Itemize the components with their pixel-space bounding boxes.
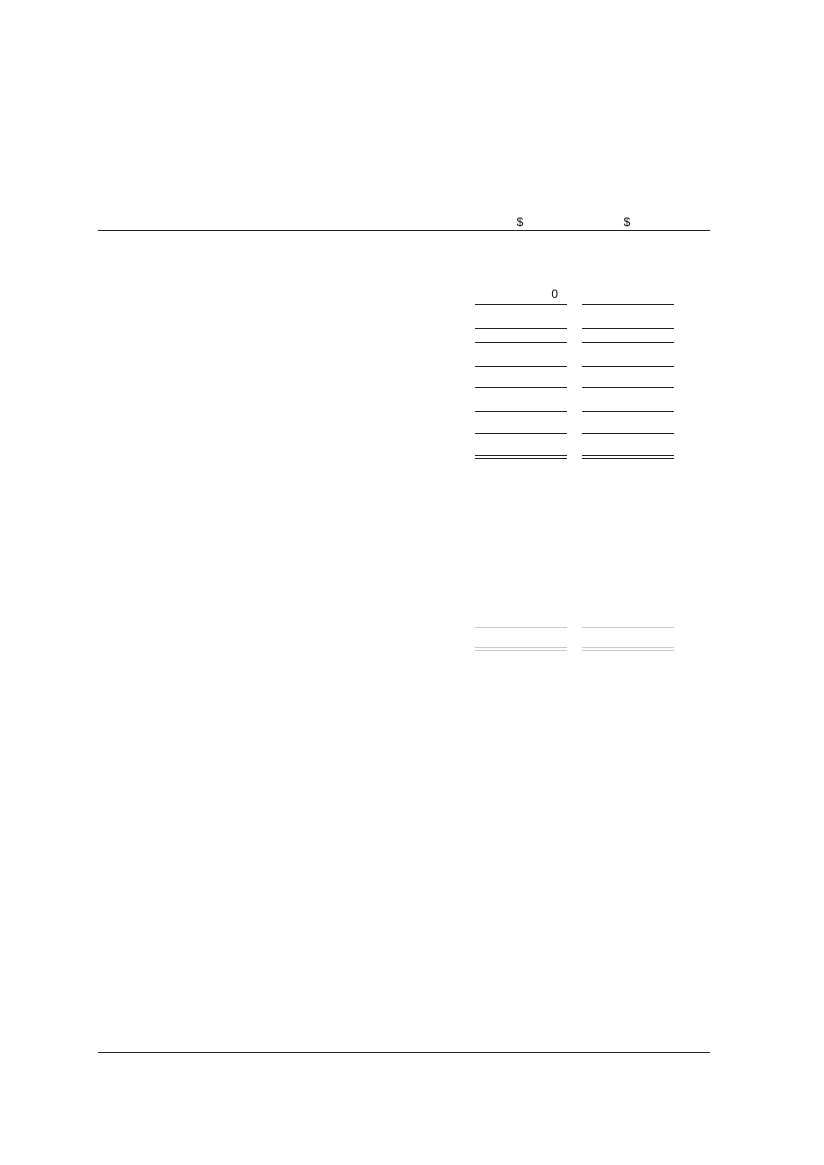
- section2-total-double-rule-col1: [475, 647, 567, 651]
- section1-subtotal-rule-col1: [475, 304, 567, 305]
- section1-rule-c-col2: [582, 366, 674, 367]
- section1-rule-a-col2: [582, 328, 674, 329]
- section1-rule-e-col2: [582, 411, 674, 412]
- section1-rule-f-col1: [475, 433, 567, 434]
- section1-row2-col1: 0: [551, 287, 558, 301]
- section1-subtotal-rule-col2: [582, 304, 674, 305]
- section1-total-double-rule-col2: [582, 455, 674, 459]
- section1-rule-e-col1: [475, 411, 567, 412]
- header-divider: [98, 230, 710, 231]
- section1-rule-c-col1: [475, 366, 567, 367]
- section2-total-double-rule-col2: [582, 647, 674, 651]
- section1-rule-d-col2: [582, 387, 674, 388]
- section1-total-double-rule-col1: [475, 455, 567, 459]
- section1-rule-d-col1: [475, 387, 567, 388]
- section1-rule-b-col1: [475, 342, 567, 343]
- section1-rule-a-col1: [475, 328, 567, 329]
- section1-rule-f-col2: [582, 433, 674, 434]
- section1-rule-b-col2: [582, 342, 674, 343]
- section2-subtotal-rule-col1: [475, 627, 567, 628]
- column-currency-1: $: [516, 215, 524, 229]
- section2-subtotal-rule-col2: [582, 627, 674, 628]
- footer-divider: [98, 1052, 710, 1053]
- column-currency-2: $: [623, 215, 631, 229]
